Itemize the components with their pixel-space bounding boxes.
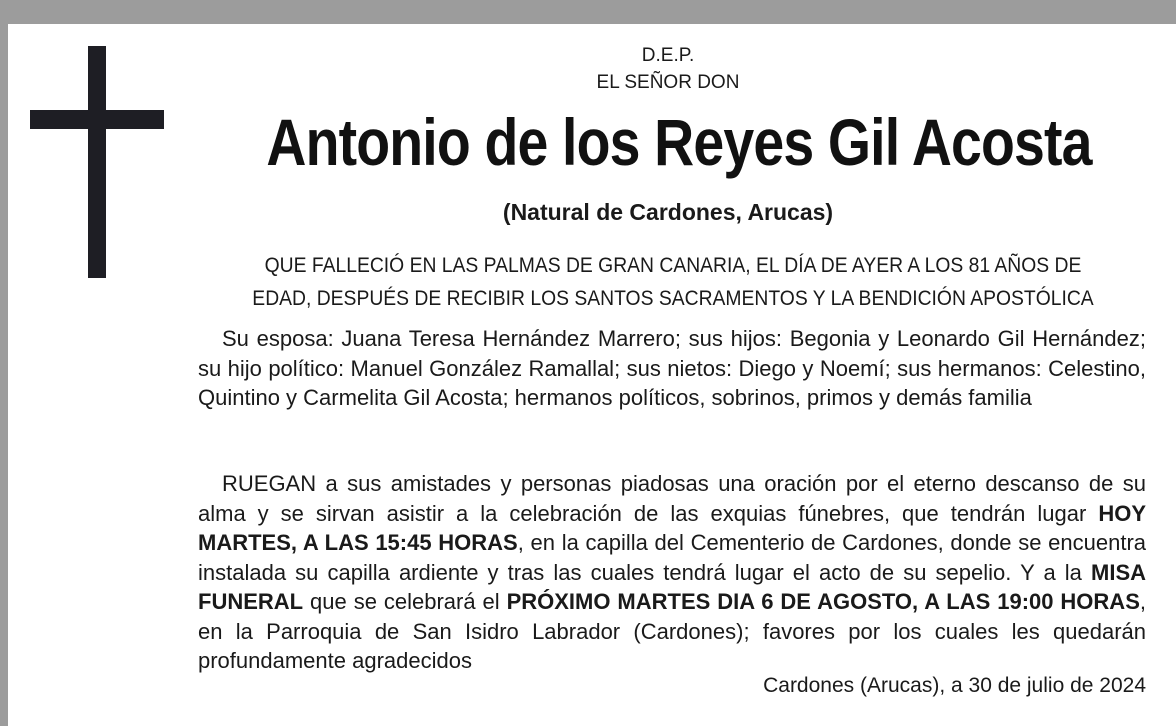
obituary-notice: [8, 24, 1176, 726]
request-part-2: , en la capilla del Cementerio de Cardones, donde se encuentra instalada su capilla ardiente y tras las cuales tendrá lugar el acto de su sepelio. Y a la: [198, 530, 1147, 585]
title-line: EL SEÑOR DON: [596, 72, 740, 93]
announcement-line-1: QUE FALLECIÓ EN LAS PALMAS DE GRAN CANARIA, EL DÍA DE AYER A LOS 81 AÑOS DE: [264, 254, 1082, 277]
mass-date-time: PRÓXIMO MARTES DIA 6 DE AGOSTO, A LAS 19:00 HORAS: [506, 589, 1140, 614]
funeral-time: HOY MARTES, A LAS 15:45 HORAS: [198, 500, 1146, 555]
deceased-name: Antonio de los Reyes Gil Acosta: [266, 105, 1092, 179]
announcement-line-2: EDAD, DESPUÉS DE RECIBIR LOS SANTOS SACRAMENTOS Y LA BENDICIÓN APOSTÓLICA: [252, 287, 1094, 310]
family-paragraph: [198, 324, 1146, 413]
cross-vertical-bar: [88, 46, 106, 278]
family-text: Su esposa: Juana Teresa Hernández Marrero; sus hijos: Begonia y Leonardo Gil Hernández; su hijo político: Manuel González Ramallal; sus nietos: Diego y Noemí; sus hermanos: Celestino, Quintino y Carmelita Gil Acosta; hermanos políticos, sobrinos, primos y demás familia: [198, 326, 1146, 410]
request-paragraph: [198, 469, 1146, 676]
mass-label: MISA FUNERAL: [198, 559, 1146, 614]
request-part-1: RUEGAN a sus amistades y personas piadosas una oración por el eterno descanso de su alma y se sirvan asistir a la celebración de las exquias fúnebres, que tendrán lugar: [198, 471, 1146, 526]
cross-horizontal-bar: [30, 110, 164, 129]
deceased-origin: (Natural de Cardones, Arucas): [502, 199, 834, 225]
request-part-3: que se celebrará el: [303, 589, 507, 614]
death-announcement: [241, 249, 1106, 315]
dep-heading: D.E.P.: [641, 45, 695, 66]
request-text: [198, 469, 1146, 676]
place-date: Cardones (Arucas), a 30 de julio de 2024: [763, 674, 1146, 697]
request-part-4: , en la Parroquia de San Isidro Labrador (Cardones); favores por los cuales les quedarán profundamente agradecidos: [198, 589, 1146, 673]
